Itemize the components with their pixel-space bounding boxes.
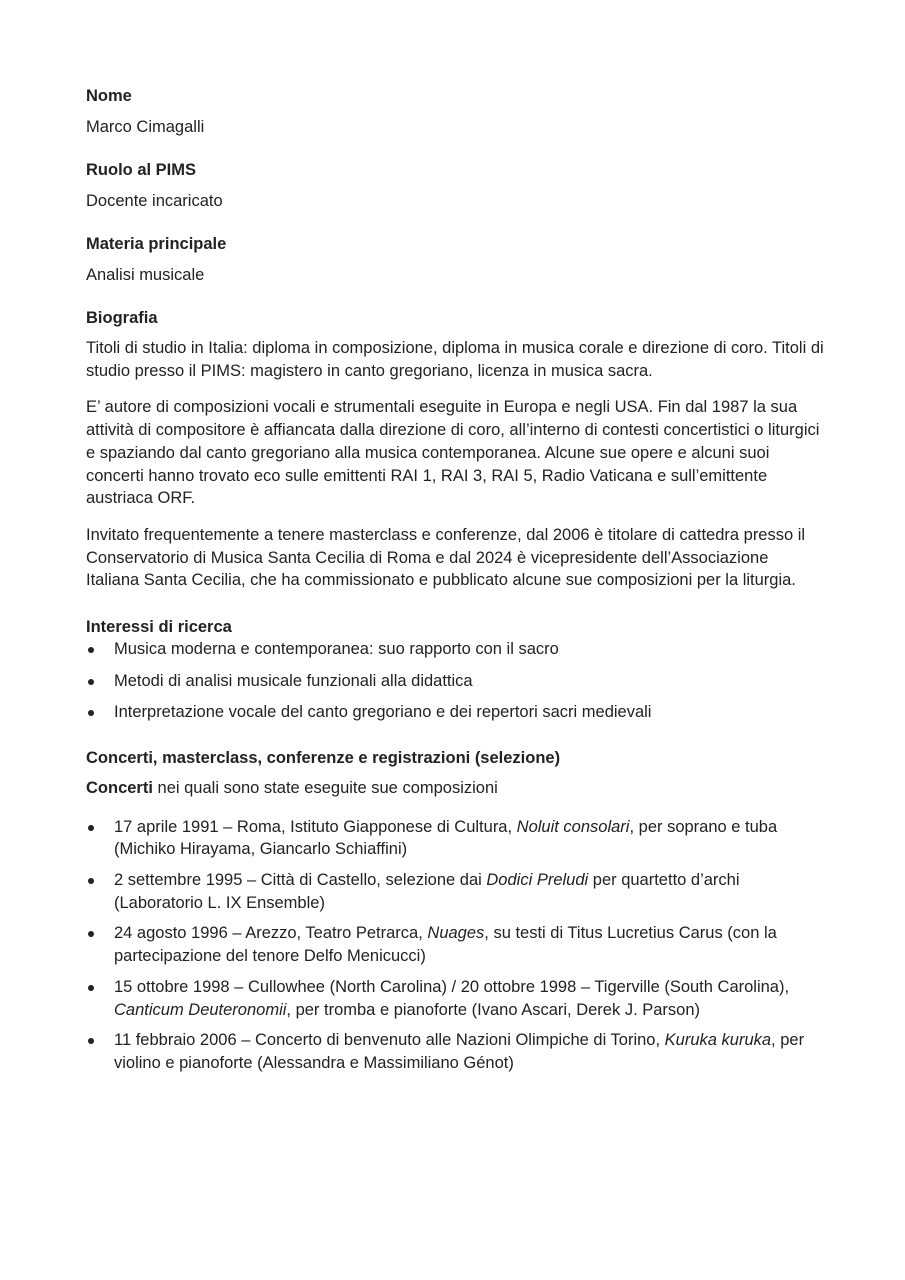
section-materia (86, 233, 826, 286)
concert-work-title: Dodici Preludi (486, 871, 589, 890)
concert-text-after: , su testi di Titus Lucretius Carus (con la partecipazione del tenore Delfo Menicucci) (114, 924, 777, 966)
list-item (86, 670, 826, 693)
section-nome (86, 85, 826, 138)
bullet-icon (88, 647, 94, 653)
concerti-intro-text: nei quali sono state eseguite sue composizioni (152, 779, 498, 798)
biografia-body (86, 337, 826, 592)
bio-paragraph: Titoli di studio in Italia: diploma in composizione, diploma in musica corale e direzione di coro. Titoli di studio presso il PIMS: magistero in canto gregoriano, licenza in musica sacra. (86, 339, 824, 380)
interessi-list (86, 638, 826, 724)
bio-paragraph: E’ autore di composizioni vocali e strumentali eseguite in Europa e negli USA. Fin dal 1987 la sua attività di compositore è affiancata dalla direzione di coro, all’interno di contesti concertistici o liturgici e spaziando dal canto gregoriano alla musica contemporanea. Alcune sue opere e alcuni suoi concerti hanno trovato eco sulle emittenti RAI 1, RAI 3, RAI 5, Radio Vaticana e sull’emittente austriaca ORF. (86, 398, 820, 508)
concert-text-before: 2 settembre 1995 – Città di Castello, selezione dai (114, 871, 487, 890)
list-item (86, 701, 826, 724)
concert-text-after: per quartetto d’archi (Laboratorio L. IX Ensemble) (114, 871, 740, 912)
bullet-icon (88, 1038, 94, 1044)
bullet-icon (88, 679, 94, 685)
concerti-intro (86, 777, 826, 799)
bullet-icon (88, 825, 94, 831)
heading-nome: Nome (86, 87, 132, 105)
concert-work-title: Noluit consolari (516, 817, 630, 836)
section-ruolo (86, 159, 826, 212)
bullet-icon (88, 878, 94, 884)
concert-text-before: 24 agosto 1996 – Arezzo, Teatro Petrarca, (114, 924, 428, 943)
value-materia: Analisi musicale (86, 266, 205, 284)
concert-work-title: Canticum Deuteronomii (114, 1000, 287, 1019)
heading-concerti: Concerti, masterclass, conferenze e registrazioni (selezione) (86, 749, 561, 768)
concerti-list (86, 816, 826, 1075)
list-item-text: Metodi di analisi musicale funzionali alla didattica (114, 671, 473, 690)
list-item-text: Interpretazione vocale del canto gregoriano e dei repertori sacri medievali (114, 703, 652, 722)
section-interessi (86, 616, 826, 724)
bio-paragraph: Invitato frequentemente a tenere masterclass e conferenze, dal 2006 è titolare di cattedra presso il Conservatorio di Musica Santa Cecilia di Roma e dal 2024 è vicepresidente dell’Associazione Italiana Santa Cecilia, che ha commissionato e pubblicato alcune sue composizioni per la liturgia. (86, 525, 806, 590)
list-item (86, 869, 826, 914)
document-page (86, 85, 826, 1075)
value-ruolo: Docente incaricato (86, 192, 223, 210)
bullet-icon (88, 931, 94, 937)
concert-work-title: Nuages (427, 924, 485, 943)
list-item (86, 922, 826, 967)
concert-text-before: 11 febbraio 2006 – Concerto di benvenuto alle Nazioni Olimpiche di Torino, (114, 1031, 665, 1050)
list-item-text: Musica moderna e contemporanea: suo rapporto con il sacro (114, 640, 559, 659)
concerti-intro-bold: Concerti (86, 779, 153, 798)
concert-work-title: Kuruka kuruka (664, 1031, 772, 1050)
concert-text-after: , per tromba e pianoforte (Ivano Ascari, Derek J. Parson) (286, 1000, 701, 1019)
section-biografia (86, 307, 826, 592)
list-item (86, 638, 826, 661)
bullet-icon (88, 710, 94, 716)
value-nome: Marco Cimagalli (86, 118, 205, 136)
concert-text-after: , per violino e pianoforte (Alessandra e Massimiliano Génot) (114, 1031, 805, 1072)
list-item (86, 1029, 826, 1074)
list-item (86, 976, 826, 1021)
concert-text-after: , per soprano e tuba (Michiko Hirayama, Giancarlo Schiaffini) (114, 817, 778, 859)
heading-materia: Materia principale (86, 235, 227, 253)
heading-biografia: Biografia (86, 309, 158, 327)
section-concerti (86, 747, 826, 1075)
list-item (86, 816, 826, 861)
bullet-icon (88, 985, 94, 991)
heading-interessi: Interessi di ricerca (86, 618, 232, 637)
concert-text-before: 17 aprile 1991 – Roma, Istituto Giapponese di Cultura, (114, 817, 517, 836)
heading-ruolo: Ruolo al PIMS (86, 161, 197, 179)
concert-text-before: 15 ottobre 1998 – Cullowhee (North Carolina) / 20 ottobre 1998 – Tigerville (South Carolina), (114, 977, 790, 996)
